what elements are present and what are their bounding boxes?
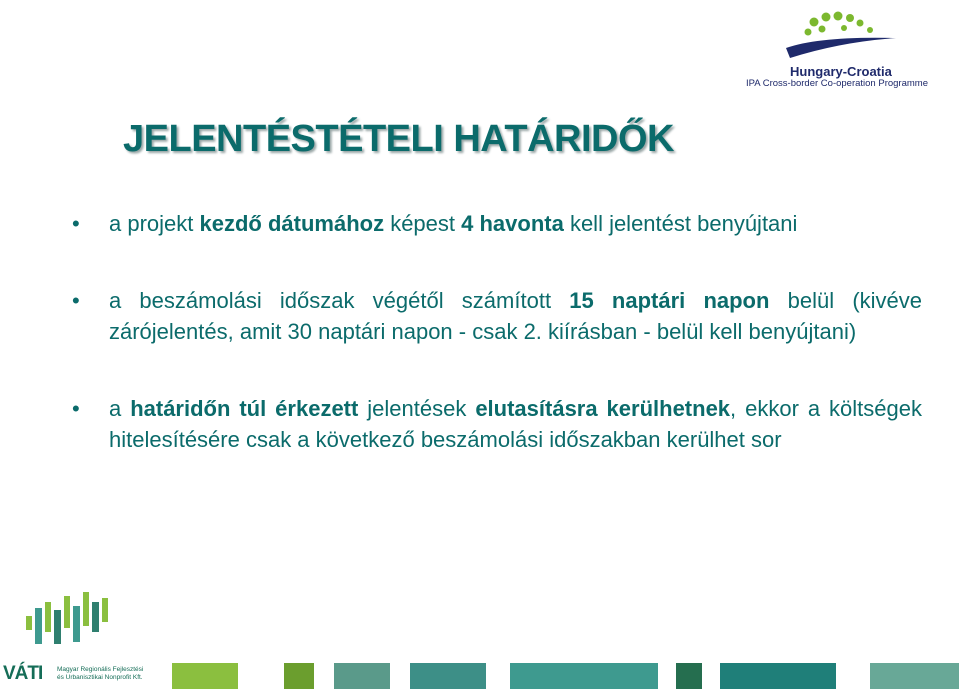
vati-bars-icon <box>22 590 122 650</box>
bullet-dot-icon: • <box>72 288 80 313</box>
strip-block <box>870 663 959 689</box>
vati-logo-text: VÁTI <box>3 663 43 684</box>
strip-block <box>510 663 658 689</box>
strip-block <box>410 663 486 689</box>
bullet-list <box>72 208 922 455</box>
bullet-text: a projekt kezdő dátumához képest 4 havonta kell jelentést benyújtani <box>109 211 798 236</box>
bullet-item <box>72 393 922 455</box>
bullet-dot-icon: • <box>72 396 80 421</box>
strip-block <box>172 663 238 689</box>
bullet-text: a beszámolási időszak végétől számított 15 naptári napon belül (kivéve zárójelentés, amit 30 naptári napon - csak 2. kiírásban - belül kell benyújtani) <box>109 288 922 344</box>
hungary-croatia-logo <box>708 0 959 110</box>
bullet-item <box>72 208 922 239</box>
logo-subtitle: IPA Cross-border Co-operation Programme <box>746 78 928 89</box>
bullet-item <box>72 285 922 347</box>
vati-logo-subtitle: Magyar Regionális Fejlesztési és Urbanisztikai Nonprofit Kft. <box>57 666 144 681</box>
bullet-dot-icon: • <box>72 211 80 236</box>
programme-logo-icon <box>780 8 900 64</box>
slide-title: JELENTÉSTÉTELI HATÁRIDŐK <box>123 118 674 160</box>
bullet-text: a határidőn túl érkezett jelentések elutasításra kerülhetnek, ekkor a költségek hitelesítésére csak a következő beszámolási időszakban kerülhet sor <box>109 396 922 452</box>
logo-name: Hungary-Croatia <box>790 64 892 79</box>
strip-block <box>720 663 836 689</box>
strip-block <box>676 663 702 689</box>
strip-block <box>334 663 390 689</box>
strip-block <box>284 663 314 689</box>
